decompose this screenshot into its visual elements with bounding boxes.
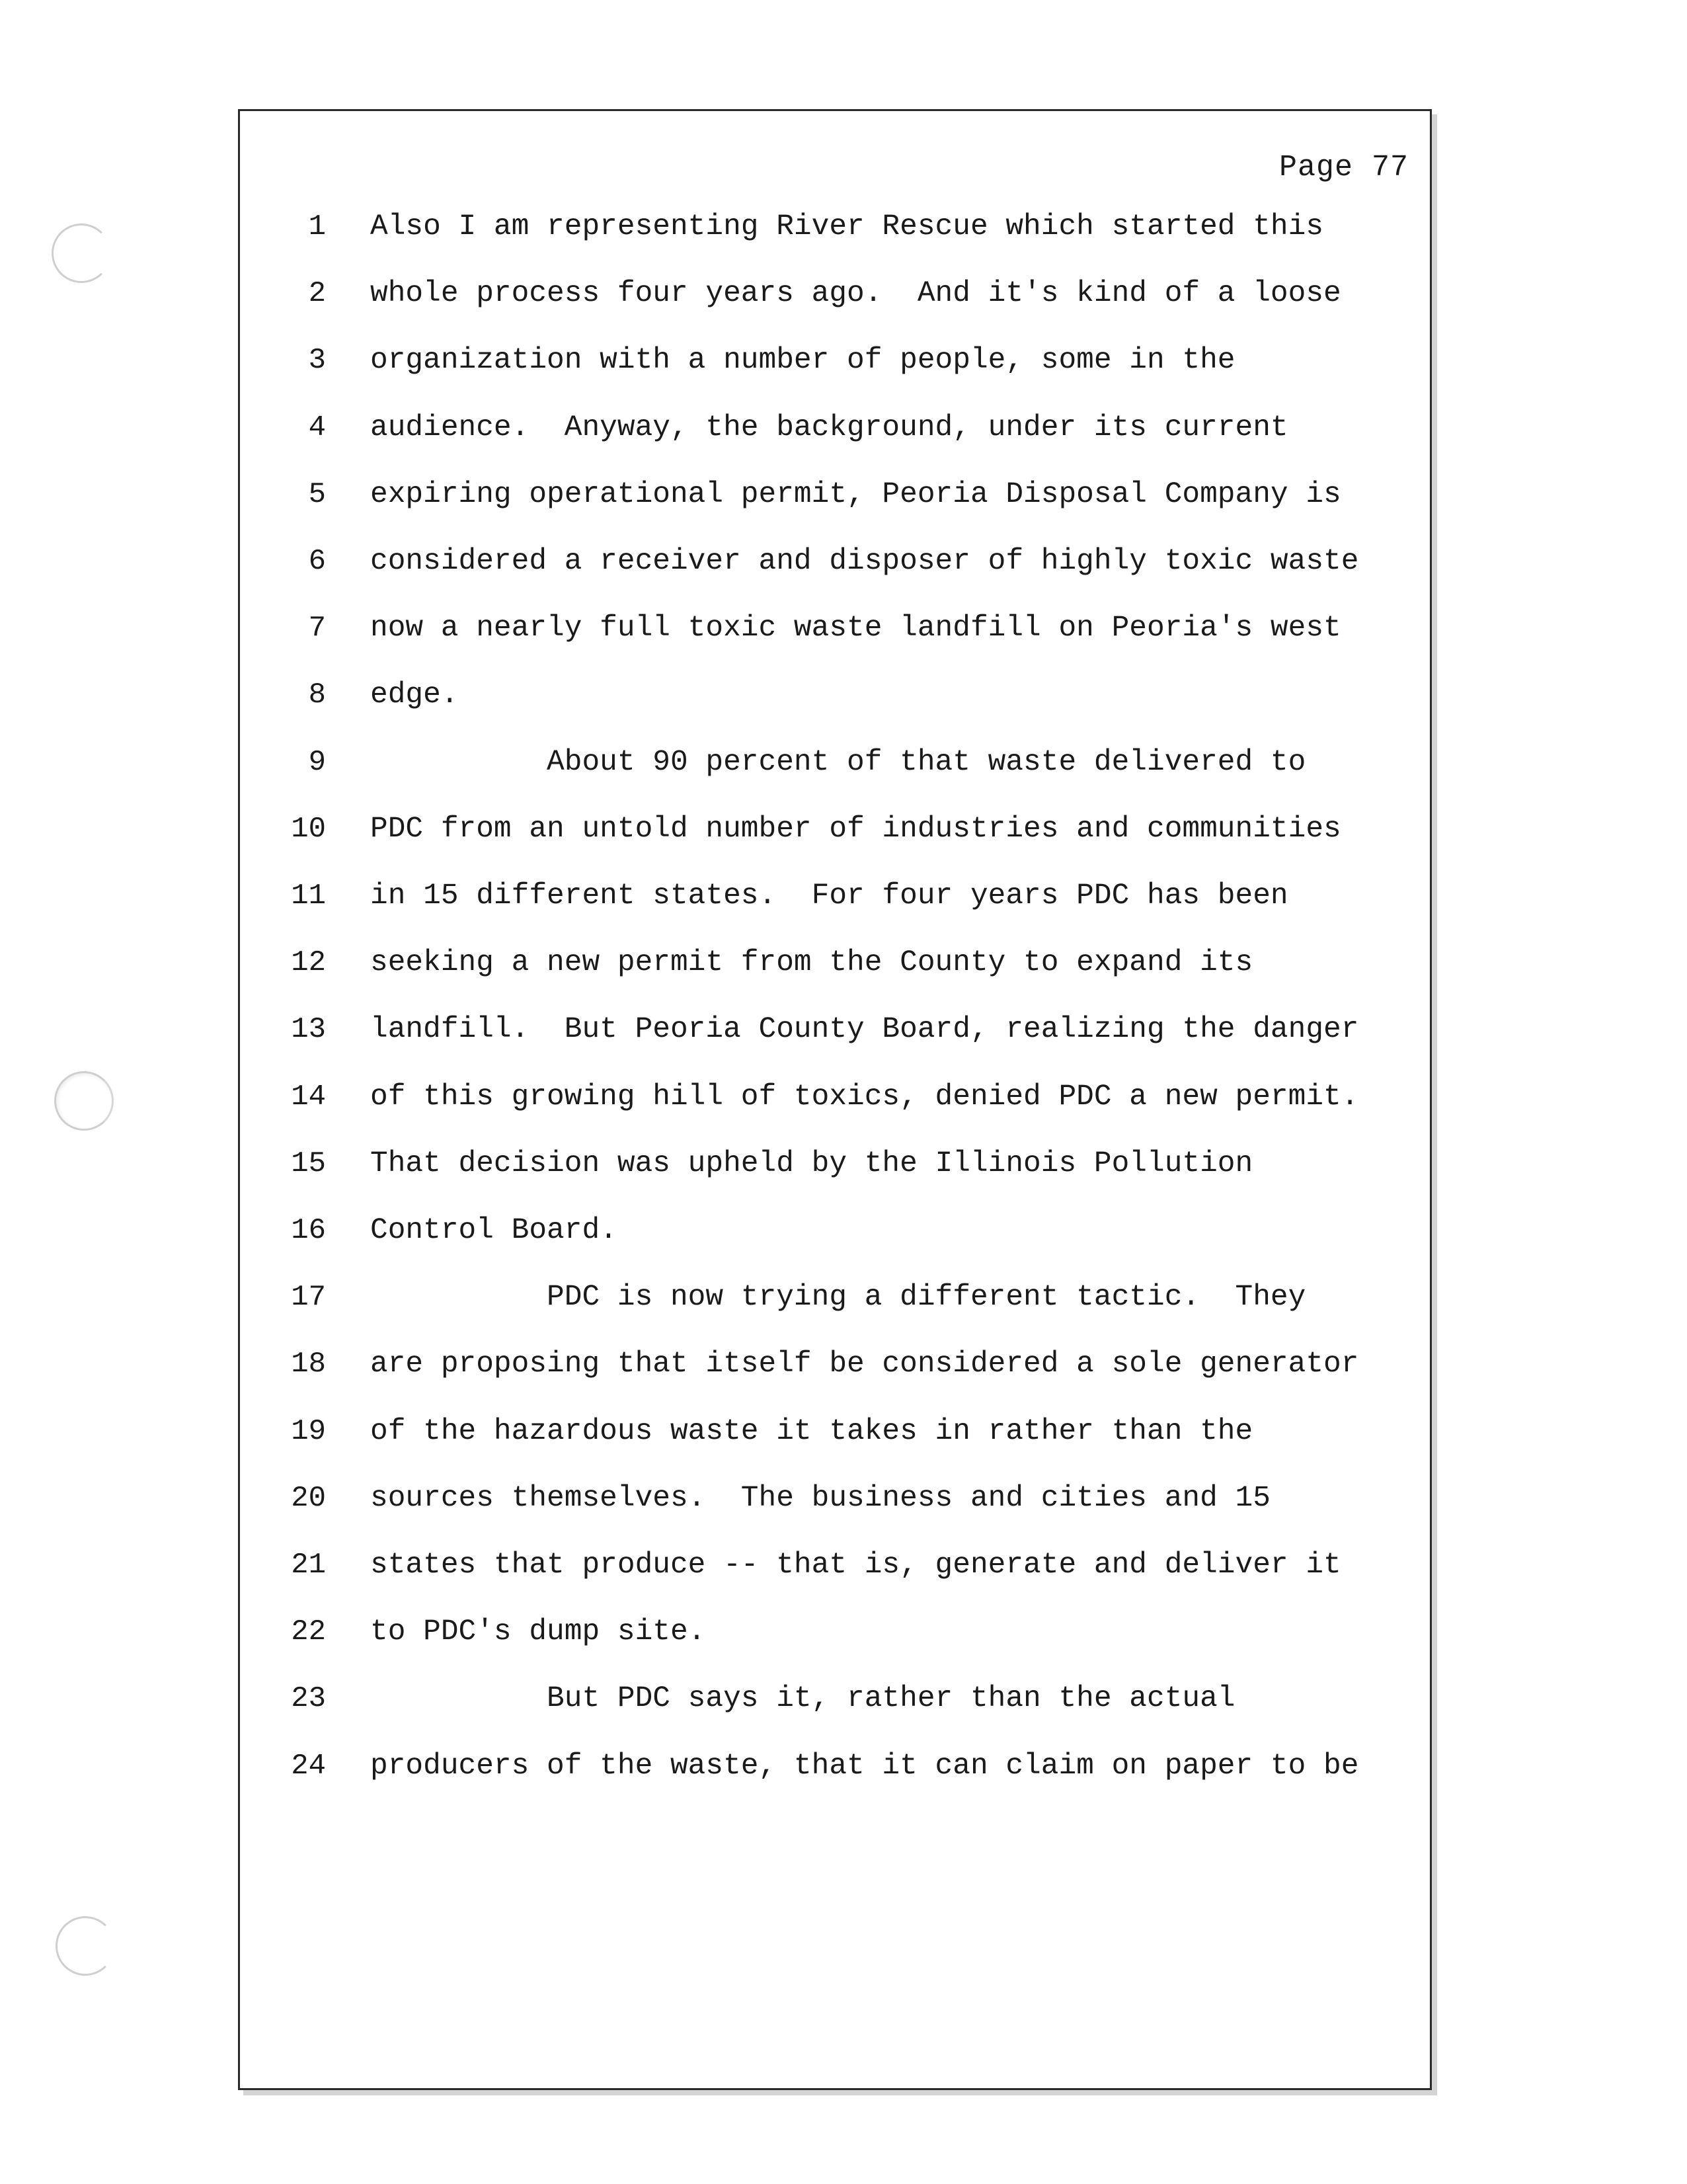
line-number: 10 bbox=[291, 813, 326, 846]
line-number: 5 bbox=[308, 478, 326, 511]
line-text: producers of the waste, that it can claim on paper to be bbox=[370, 1750, 1359, 1783]
line-text: whole process four years ago. And it's kind of a loose bbox=[370, 277, 1341, 310]
line-text: considered a receiver and disposer of highly toxic waste bbox=[370, 545, 1359, 578]
line-number: 12 bbox=[291, 946, 326, 979]
line-text: audience. Anyway, the background, under its current bbox=[370, 411, 1288, 444]
line-number: 20 bbox=[291, 1482, 326, 1515]
line-text: now a nearly full toxic waste landfill on Peoria's west bbox=[370, 612, 1341, 645]
line-text: organization with a number of people, some in the bbox=[370, 344, 1236, 377]
line-number: 21 bbox=[291, 1549, 326, 1582]
binder-hole-middle bbox=[54, 1071, 114, 1131]
binder-hole-top bbox=[52, 223, 111, 283]
line-text: of the hazardous waste it takes in rather than the bbox=[370, 1415, 1253, 1448]
line-text: That decision was upheld by the Illinois Pollution bbox=[370, 1147, 1253, 1180]
line-text: sources themselves. The business and cities and 15 bbox=[370, 1482, 1271, 1515]
line-number: 14 bbox=[291, 1080, 326, 1113]
line-number: 24 bbox=[291, 1750, 326, 1783]
line-number: 6 bbox=[308, 545, 326, 578]
line-number: 16 bbox=[291, 1214, 326, 1247]
line-number: 3 bbox=[308, 344, 326, 377]
line-number: 2 bbox=[308, 277, 326, 310]
line-text: of this growing hill of toxics, denied PDC a new permit. bbox=[370, 1080, 1359, 1113]
line-text: to PDC's dump site. bbox=[370, 1615, 706, 1648]
line-number: 4 bbox=[308, 411, 326, 444]
page-number: Page 77 bbox=[1278, 151, 1409, 184]
line-text: Control Board. bbox=[370, 1214, 617, 1247]
line-number: 8 bbox=[308, 678, 326, 711]
line-number: 22 bbox=[291, 1615, 326, 1648]
binder-hole-bottom bbox=[56, 1916, 115, 1976]
line-text: About 90 percent of that waste delivered to bbox=[370, 746, 1306, 779]
line-text: edge. bbox=[370, 678, 459, 711]
line-number: 19 bbox=[291, 1415, 326, 1448]
line-text: landfill. But Peoria County Board, realizing the danger bbox=[370, 1013, 1359, 1046]
line-text: PDC is now trying a different tactic. They bbox=[370, 1281, 1306, 1314]
line-number: 7 bbox=[308, 612, 326, 645]
line-text: seeking a new permit from the County to expand its bbox=[370, 946, 1253, 979]
line-number: 23 bbox=[291, 1682, 326, 1715]
line-number: 15 bbox=[291, 1147, 326, 1180]
line-number: 11 bbox=[291, 879, 326, 912]
line-text: Also I am representing River Rescue which started this bbox=[370, 210, 1324, 243]
line-number: 17 bbox=[291, 1281, 326, 1314]
line-text: expiring operational permit, Peoria Disposal Company is bbox=[370, 478, 1341, 511]
line-number: 1 bbox=[308, 210, 326, 243]
line-text: states that produce -- that is, generate and deliver it bbox=[370, 1549, 1341, 1582]
line-text: PDC from an untold number of industries and communities bbox=[370, 813, 1341, 846]
transcript-page bbox=[238, 109, 1432, 2090]
line-number: 18 bbox=[291, 1348, 326, 1381]
line-text: But PDC says it, rather than the actual bbox=[370, 1682, 1236, 1715]
line-number: 9 bbox=[308, 746, 326, 779]
line-number: 13 bbox=[291, 1013, 326, 1046]
line-text: are proposing that itself be considered a sole generator bbox=[370, 1348, 1359, 1381]
line-text: in 15 different states. For four years PDC has been bbox=[370, 879, 1288, 912]
